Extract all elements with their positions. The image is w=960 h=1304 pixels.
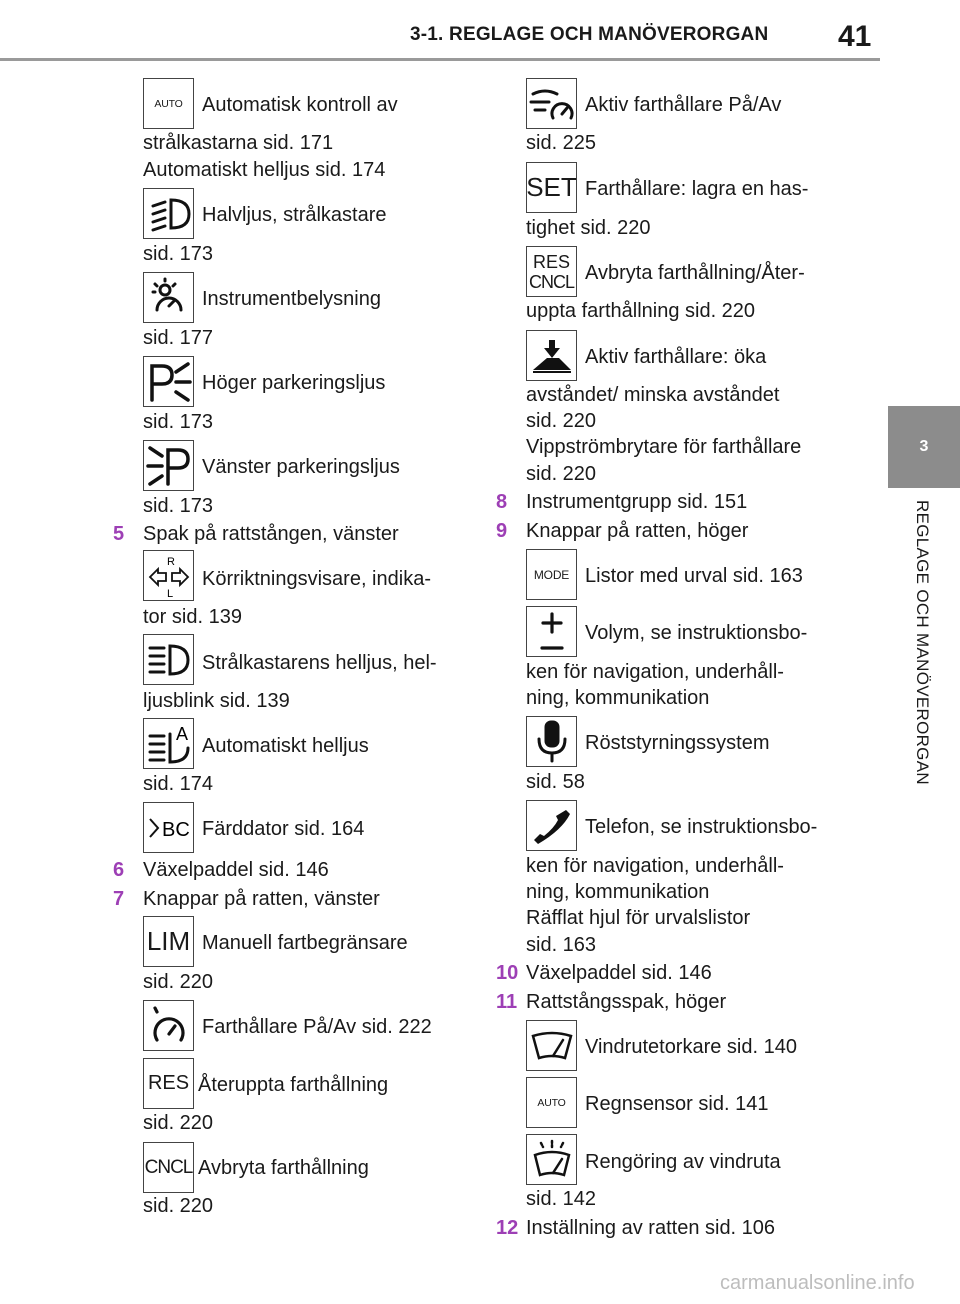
mode-icon: MODE	[526, 549, 577, 600]
left-park-line1: Vänster parkeringsljus	[202, 456, 400, 478]
instrument-light-line1: Instrumentbelysning	[202, 288, 381, 310]
low-beam-line2: sid. 173	[143, 243, 214, 265]
auto-high-beam-icon	[143, 718, 194, 769]
wiper-line1: Vindrutetorkare sid. 140	[585, 1036, 797, 1058]
distance-line1: Aktiv farthållare: öka	[585, 346, 767, 368]
chapter-tab-number: 3	[919, 438, 929, 455]
phone-line1: Telefon, se instruktionsbo-	[585, 816, 818, 838]
item-9-text: Knappar på ratten, höger	[526, 520, 749, 542]
item-12-number: 12	[496, 1217, 519, 1239]
phone-line5: sid. 163	[526, 934, 597, 956]
phone-line4: Räfflat hjul för urvalslistor	[526, 907, 751, 929]
washer-line1: Rengöring av vindruta	[585, 1151, 781, 1173]
rescncl-line1: Avbryta farthållning/Åter-	[585, 262, 805, 284]
item-11-number: 11	[496, 991, 518, 1013]
distance-line3: sid. 220	[526, 410, 597, 432]
microphone-icon	[526, 716, 577, 767]
svg-text:A: A	[175, 723, 188, 744]
item-7-number: 7	[113, 888, 125, 910]
auto-lights-line3: Automatiskt helljus sid. 174	[143, 159, 386, 181]
auto-lights-line1: Automatisk kontroll av	[202, 94, 398, 116]
bc-line1: Färddator sid. 164	[202, 818, 365, 840]
item-6-number: 6	[113, 859, 125, 881]
volume-icon	[526, 606, 577, 657]
res-line2: sid. 220	[143, 1112, 214, 1134]
lim-line1: Manuell fartbegränsare	[202, 932, 408, 954]
item-11-text: Rattstångsspak, höger	[526, 991, 727, 1013]
volume-line3: ning, kommunikation	[526, 687, 710, 709]
parking-light-left-icon	[143, 440, 194, 491]
item-5-text: Spak på rattstången, vänster	[143, 523, 399, 545]
set-line2: tighet sid. 220	[526, 217, 651, 239]
item-5-number: 5	[113, 523, 125, 545]
cruise-line1: Farthållare På/Av sid. 222	[202, 1016, 432, 1038]
wiper-icon	[526, 1020, 577, 1071]
set-icon: SET	[526, 162, 577, 213]
item-8-number: 8	[496, 491, 508, 513]
cncl-line1: Avbryta farthållning	[198, 1157, 369, 1179]
turn-line2: tor sid. 139	[143, 606, 242, 628]
washer-line2: sid. 142	[526, 1188, 597, 1210]
high-beam-line2: ljusblink sid. 139	[143, 690, 290, 712]
cruise-control-icon	[143, 1000, 194, 1051]
item-8-text: Instrumentgrupp sid. 151	[526, 491, 748, 513]
phone-line3: ning, kommunikation	[526, 881, 710, 903]
left-park-line2: sid. 173	[143, 495, 214, 517]
auto-lights-icon: AUTO	[143, 78, 194, 129]
cncl-line2: sid. 220	[143, 1195, 214, 1217]
washer-icon	[526, 1134, 577, 1185]
rescncl-line2: uppta farthållning sid. 220	[526, 300, 756, 322]
high-beam-icon	[143, 634, 194, 685]
set-line1: Farthållare: lagra en has-	[585, 178, 809, 200]
right-park-line1: Höger parkeringsljus	[202, 372, 386, 394]
high-beam-line1: Strålkastarens helljus, hel-	[202, 652, 437, 674]
phone-line2: ken för navigation, underhåll-	[526, 855, 784, 877]
parking-light-right-icon	[143, 356, 194, 407]
mode-line1: Listor med urval sid. 163	[585, 565, 803, 587]
turn-signal-icon	[143, 550, 194, 601]
distance-line2: avståndet/ minska avståndet	[526, 384, 780, 406]
rain-sensor-icon: AUTO	[526, 1077, 577, 1128]
item-12-text: Inställning av ratten sid. 106	[526, 1217, 776, 1239]
low-beam-line1: Halvljus, strålkastare	[202, 204, 387, 226]
item-10-text: Växelpaddel sid. 146	[526, 962, 712, 984]
chapter-side-label: REGLAGE OCH MANÖVERORGAN	[913, 500, 932, 785]
svg-text:BC: BC	[161, 818, 190, 841]
instrument-light-icon	[143, 272, 194, 323]
speed-limiter-icon: LIM	[143, 916, 194, 967]
trip-computer-icon	[143, 802, 194, 853]
volume-line1: Volym, se instruktionsbo-	[585, 622, 808, 644]
item-10-number: 10	[496, 962, 519, 984]
chapter-tab[interactable]	[888, 406, 960, 488]
auto-high-line2: sid. 174	[143, 773, 214, 795]
res-line1: Återuppta farthållning	[198, 1074, 389, 1096]
page-number: 41	[838, 20, 872, 53]
cancel-icon: CNCL	[143, 1142, 194, 1193]
item-9-number: 9	[496, 520, 508, 542]
item-6-text: Växelpaddel sid. 146	[143, 859, 329, 881]
section-title: 3-1. REGLAGE OCH MANÖVERORGAN	[410, 24, 769, 45]
header-rule	[0, 58, 880, 61]
item-7-text: Knappar på ratten, vänster	[143, 888, 380, 910]
lim-line2: sid. 220	[143, 971, 214, 993]
auto-high-line1: Automatiskt helljus	[202, 735, 369, 757]
distance-line5: sid. 220	[526, 463, 597, 485]
svg-text:R: R	[166, 555, 175, 568]
active-cruise-icon	[526, 78, 577, 129]
voice-line1: Röststyrningssystem	[585, 732, 770, 754]
distance-icon	[526, 330, 577, 381]
turn-line1: Körriktningsvisare, indika-	[202, 568, 431, 590]
distance-line4: Vippströmbrytare för farthållare	[526, 436, 802, 458]
volume-line2: ken för navigation, underhåll-	[526, 661, 784, 683]
acc-line2: sid. 225	[526, 132, 597, 154]
resume-cancel-icon: RES CNCL	[526, 246, 577, 297]
low-beam-icon	[143, 188, 194, 239]
svg-text:L: L	[166, 587, 173, 599]
footer-watermark[interactable]: carmanualsonline.info	[720, 1272, 915, 1294]
phone-icon	[526, 800, 577, 851]
rain-line1: Regnsensor sid. 141	[585, 1093, 769, 1115]
acc-line1: Aktiv farthållare På/Av	[585, 94, 782, 116]
voice-line2: sid. 58	[526, 771, 585, 793]
right-park-line2: sid. 173	[143, 411, 214, 433]
instrument-light-line2: sid. 177	[143, 327, 214, 349]
auto-lights-line2: strålkastarna sid. 171	[143, 132, 334, 154]
resume-icon: RES	[143, 1058, 194, 1109]
